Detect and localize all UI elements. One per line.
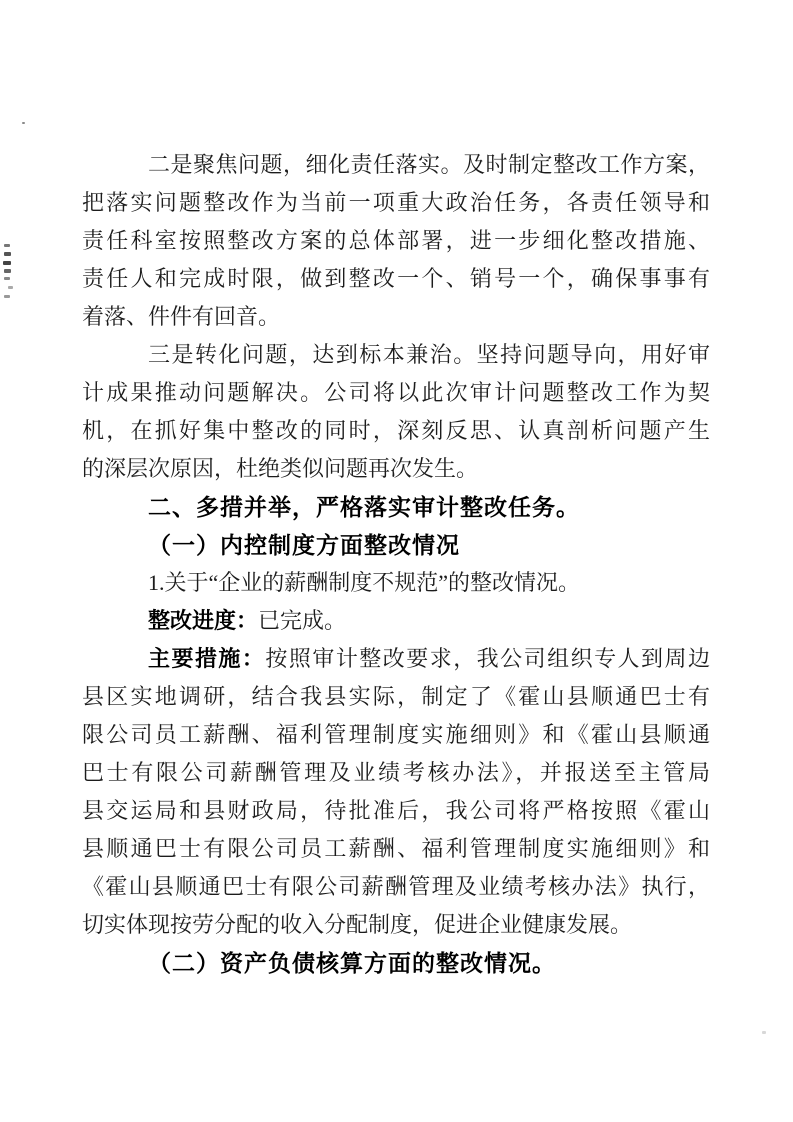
subsection-heading: （二）资产负债核算方面的整改情况。 <box>148 950 556 976</box>
paragraph-line: 切实体现按劳分配的收入分配制度，促进企业健康发展。 <box>82 912 633 937</box>
scan-artifact <box>8 286 13 289</box>
paragraph-line: 责任人和完成时限，做到整改一个、销号一个，确保事事有 <box>82 266 710 291</box>
paragraph-line: 县区实地调研，结合我县实际，制定了《霍山县顺通巴士有 <box>82 684 710 709</box>
labeled-line <box>82 640 710 678</box>
measures-label: 主要措施： <box>148 646 266 671</box>
paragraph-line: 县顺通巴士有限公司员工薪酬、福利管理制度实施细则》和 <box>82 836 710 861</box>
scan-artifact <box>4 269 11 273</box>
paragraph-line: 机，在抓好集中整改的同时，深刻反思、认真剖析问题产生 <box>82 418 710 443</box>
scan-artifact <box>4 244 10 247</box>
progress-label: 整改进度： <box>148 608 259 633</box>
document-body <box>82 146 710 982</box>
section-heading: 二、多措并举，严格落实审计整改任务。 <box>148 494 580 520</box>
paragraph-line: 1.关于“企业的薪酬制度不规范”的整改情况。 <box>148 570 581 595</box>
paragraph-line: 巴士有限公司薪酬管理及业绩考核办法》，并报送至主管局 <box>82 760 710 785</box>
paragraph-line: 把落实问题整改作为当前一项重大政治任务，各责任领导和 <box>82 190 710 215</box>
scan-artifact <box>4 277 10 280</box>
paragraph-line: 着落、件件有回音。 <box>82 304 281 329</box>
scan-artifact <box>3 261 11 265</box>
scan-artifact <box>4 295 10 298</box>
paragraph-line: 《霍山县顺通巴士有限公司薪酬管理及业绩考核办法》执行， <box>82 874 710 899</box>
scan-artifact <box>4 252 11 256</box>
paragraph-line: 计成果推动问题解决。公司将以此次审计问题整改工作为契 <box>82 380 710 405</box>
paragraph-line: 的深层次原因，杜绝类似问题再次发生。 <box>82 456 479 481</box>
paragraph-line: 二是聚焦问题，细化责任落实。及时制定整改工作方案， <box>148 152 710 177</box>
scan-artifact <box>762 1031 766 1034</box>
progress-value: 已完成。 <box>258 608 347 633</box>
subsection-heading: （一）内控制度方面整改情况 <box>148 532 460 558</box>
paragraph-line: 三是转化问题，达到标本兼治。坚持问题导向，用好审 <box>148 342 710 367</box>
paragraph-line: 县交运局和县财政局，待批准后，我公司将严格按照《霍山 <box>82 798 710 823</box>
paragraph-line: 限公司员工薪酬、福利管理制度实施细则》和《霍山县顺通 <box>82 722 710 747</box>
paragraph-line: 责任科室按照整改方案的总体部署，进一步细化整改措施、 <box>82 228 710 253</box>
paragraph-line: 按照审计整改要求，我公司组织专人到周边 <box>265 646 710 671</box>
scan-artifact <box>22 122 25 124</box>
labeled-line <box>82 602 710 640</box>
